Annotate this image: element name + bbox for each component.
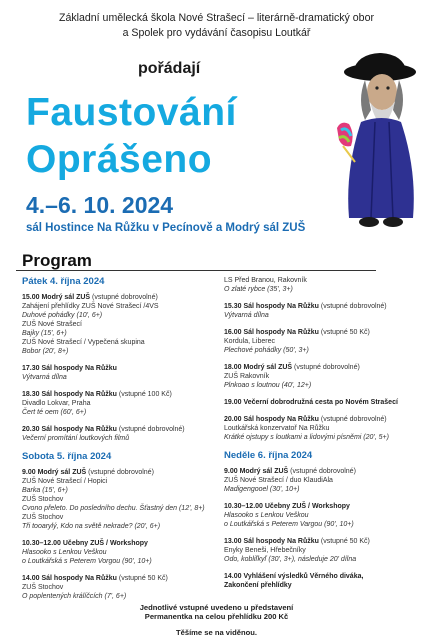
footer-pass-price: Permanentka na celou přehlídku 200 Kč — [144, 612, 289, 621]
footer-closing: Těšíme se na viděnou. — [175, 628, 258, 637]
festival-dates: 4.–6. 10. 2024 — [26, 192, 174, 218]
program-divider — [16, 270, 376, 271]
organizer-line-2: a Spolek pro vydávání časopisu Loutkář — [122, 27, 311, 39]
program-heading: Program — [22, 251, 92, 270]
event-9-00-saturday: 9.00 Modrý sál ZUŠ (vstupné dobrovolné) ZUŠ Nové Strašecí / Hopici Barka (15', 6+) ZUŠ Stochov Cvono přeleto. Do posledního dechu. Šťastný den (12', 8+) ZUŠ Stochov Tři tooarylý, Kdo na světě nekrade? (20', 6+) — [22, 469, 205, 530]
event-17-30: 17.30 Sál hospody Na Růžku Výtvarná dílna — [22, 365, 117, 381]
event-closing: 14.00 Vyhlášení výsledků Věrného diváka, Zakončení přehlídky — [224, 573, 364, 589]
event-16-00: 16.00 Sál hospody Na Růžku (vstupné 50 Kč) Kordula, Liberec Plechové pohádky (50', 3+) — [224, 329, 370, 354]
event-14-00-saturday: 14.00 Sál hospody Na Růžku (vstupné 50 Kč) ZUŠ Stochov O poplentených králíčcích (7', 6+) — [22, 575, 168, 600]
event-14-00-continued: LS Před Branou, Rakovník O zlaté rybce (35', 3+) — [224, 277, 307, 293]
program-column-right — [224, 276, 424, 598]
event-20-30: 20.30 Sál hospody Na Růžku (vstupné dobrovolné) Večerní promítání loutkových filmů — [22, 426, 185, 442]
event-18-00: 18.00 Modrý sál ZUŠ (vstupné dobrovolné) ZUŠ Rakovník Plnkoao s loutnou (40', 12+) — [224, 364, 360, 389]
event-13-00: 13.00 Sál hospody Na Růžku (vstupné 50 Kč) Enyky Beneši, Hřebečníky Odo, kobliľkyľ (30', 3+), následuje 20' dílna — [224, 538, 370, 563]
day-heading-friday: Pátek 4. října 2024 — [22, 276, 105, 287]
event-15-00: 15.00 Modrý sál ZUŠ (vstupné dobrovolné) Zahájení přehlídky ZUŠ Nové Strašecí /4VS Duhové pohádky (10', 6+) ZUŠ Nové Strašecí Bajky (15', 6+) ZUŠ Nové Strašecí / Vypečená skupina Bobor (20', 8+) — [22, 294, 159, 355]
event-9-00-sunday: 9.00 Modrý sál ZUŠ (vstupné dobrovolné) ZUŠ Nové Strašecí / duo KlaudiAla Madigengooel (30', 10+) — [224, 468, 356, 493]
presents-label: pořádají — [138, 60, 201, 77]
event-20-00: 20.00 Sál hospody Na Růžku (vstupné dobrovolné) Loutkářská konzervatoř Na Růžku Krátké ojstupy s loutkami a lidovými písněmi (20', 5+) — [224, 416, 389, 441]
festival-title-line-1: Faustování — [26, 91, 237, 134]
faust-puppet-icon — [335, 50, 425, 235]
festival-title-line-2: Oprášeno — [26, 138, 213, 181]
festival-venue: sál Hostince Na Růžku v Pecínově a Modrý sál ZUŠ — [26, 222, 306, 234]
event-workshops-saturday: 10.30–12.00 Učebny ZUŠ / Workshopy Hlasooko s Lenkou Veškou o Loutkářská s Peterem Vorgou (90', 10+) — [22, 540, 152, 565]
event-18-30: 18.30 Sál hospody Na Růžku (vstupné 100 Kč) Divadlo Lokvar, Praha Čert té oem (60', 6+) — [22, 391, 172, 416]
program-column-left — [22, 276, 222, 609]
event-19-00: 19.00 Večerní dobrodružná cesta po Novém Strašecí — [224, 399, 398, 406]
footer-admission-note: Jednotlivé vstupné uvedeno u představení — [139, 603, 294, 612]
event-15-30: 15.30 Sál hospody Na Růžku (vstupné dobrovolné) Výtvarná dílna — [224, 303, 387, 319]
day-heading-sunday: Neděle 6. října 2024 — [224, 450, 313, 461]
event-workshops-sunday: 10.30–12.00 Učebny ZUŠ / Workshopy Hlasooko s Lenkou Veškou o Loutkářská s Peterem Vargou (90', 10+) — [224, 503, 354, 528]
day-heading-saturday: Sobota 5. října 2024 — [22, 451, 112, 462]
organizer-line-1: Základní umělecká škola Nové Strašecí – literárně-dramatický obor — [58, 12, 374, 24]
